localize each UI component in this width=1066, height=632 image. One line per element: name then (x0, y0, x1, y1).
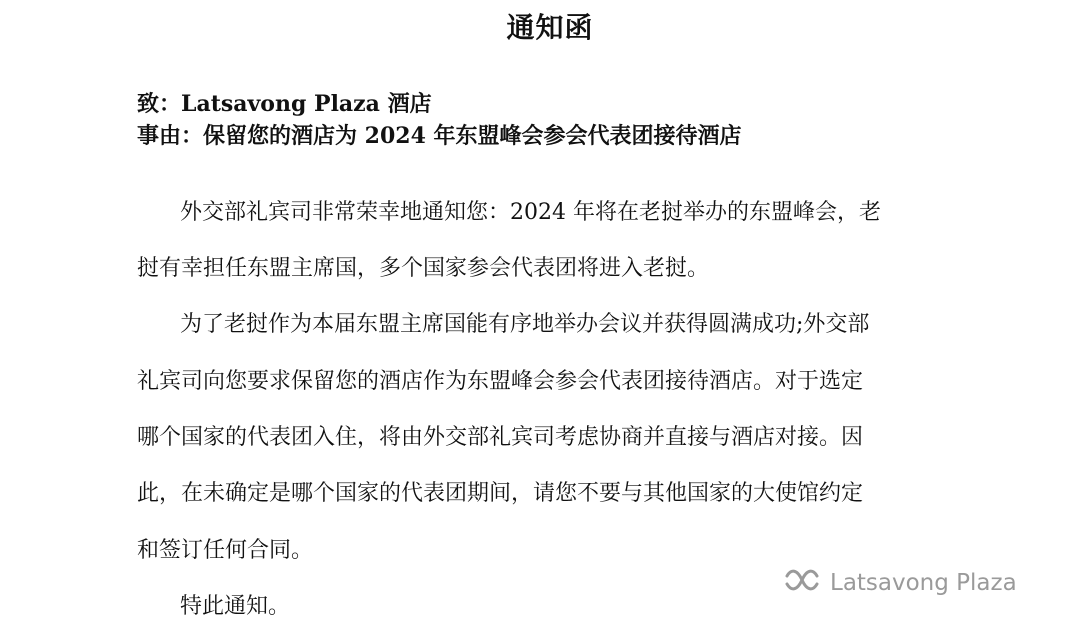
body-paragraph-line: 挝有幸担任东盟主席国，多个国家参会代表团将进入老挝。 (137, 256, 710, 281)
subject-line: 事由：保留您的酒店为 2024 年东盟峰会参会代表团接待酒店 (137, 123, 742, 149)
body-paragraph-line: 哪个国家的代表团入住，将由外交部礼宾司考虑协商并直接与酒店对接。因 (137, 425, 864, 450)
source-watermark (782, 566, 1017, 600)
watermark-text: Latsavong Plaza (830, 570, 1017, 596)
recipient-line: 致：Latsavong Plaza 酒店 (137, 91, 432, 117)
body-paragraph-line: 礼宾司向您要求保留您的酒店作为东盟峰会参会代表团接待酒店。对于选定 (137, 369, 864, 394)
wechat-channel-icon (782, 566, 822, 600)
body-paragraph-line: 外交部礼宾司非常荣幸地通知您：2024 年将在老挝举办的东盟峰会，老 (180, 200, 881, 225)
closing-line: 特此通知。 (180, 594, 291, 619)
body-paragraph-line: 和签订任何合同。 (137, 538, 314, 563)
document-title: 通知函 (506, 11, 594, 44)
body-paragraph-line: 为了老挝作为本届东盟主席国能有序地举办会议并获得圆满成功;外交部 (180, 312, 870, 337)
body-paragraph-line: 此，在未确定是哪个国家的代表团期间，请您不要与其他国家的大使馆约定 (137, 481, 864, 506)
